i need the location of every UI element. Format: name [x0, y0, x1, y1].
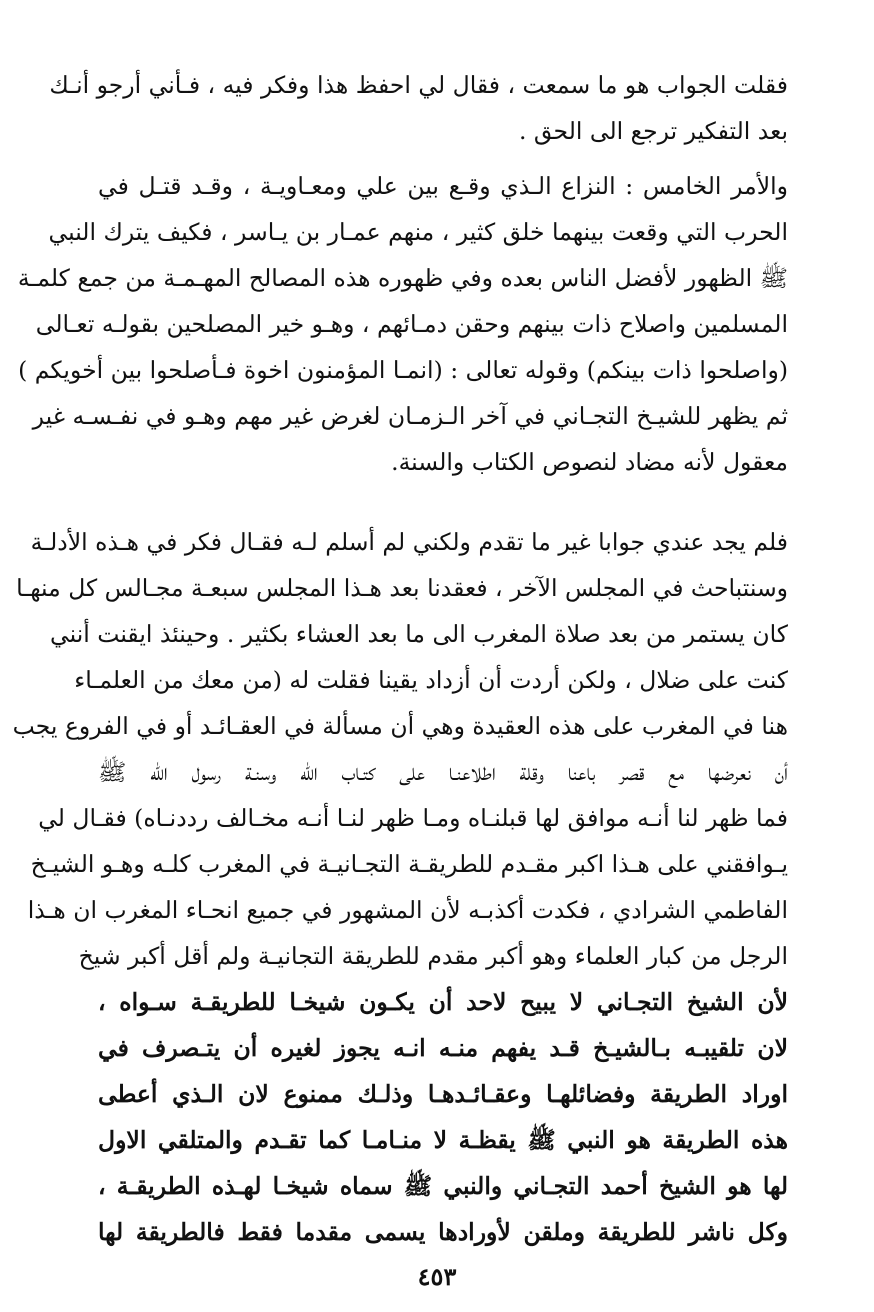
- text-line: كان يستمر من بعد صلاة المغرب الى ما بعد العشاء بكثير . وحينئذ ايقنت أنني: [50, 620, 788, 648]
- text-line: فما ظهر لنا أنـه موافق لها قبلنـاه ومـا ظهر لنـا أنـه مخـالف رددنـاه) فقـال لي: [38, 804, 788, 832]
- paragraph-2: [17, 163, 788, 485]
- text-line: الفاطمي الشرادي ، فكدت أكذبـه لأن المشهور في جميع انحـاء المغرب ان هـذا: [27, 896, 788, 924]
- text-line: ﷺ الظهور لأفضل الناس بعده وفي ظهوره هذه المصالح المهـمـة من جمع كلمـة: [17, 264, 788, 292]
- text-line-bold: لها هو الشيخ أحمد التجـاني والنبي ﷺ سماه شيخـا لهـذه الطريقـة ،: [98, 1172, 788, 1200]
- text-line: المسلمين واصلاح ذات بينهم وحقن دمـائهم ، وهـو خير المصلحين بقولـه تعـالى: [35, 310, 788, 338]
- text-line: بعد التفكير ترجع الى الحق .: [518, 117, 788, 145]
- text-line: فقلت الجواب هو ما سمعت ، فقال لي احفظ هذا وفكر فيه ، فـأني أرجو أنـك: [49, 71, 788, 99]
- text-line-bold: لأن الشيخ التجـاني لا يبيح لاحد أن يكـون شيخـا للطريقـة سـواه ،: [98, 988, 788, 1016]
- text-line: فلم يجد عندي جوابا غير ما تقدم ولكني لم أسلم لـه فقـال فكر في هـذه الأدلـة: [30, 528, 788, 556]
- text-line: يـوافقني على هـذا اكبر مقـدم للطريقـة التجـانيـة في المغرب كلـه وهـو الشيـخ: [30, 850, 788, 878]
- text-line-bold: وكل ناشر للطريقة وملقن لأورادها يسمى مقدما فقط فالطريقة لها: [98, 1218, 788, 1246]
- text-line: والأمر الخامس : النزاع الـذي وقـع بين علي ومعـاويـة ، وقـد قتـل في: [98, 172, 788, 200]
- paragraph-1: [49, 62, 788, 154]
- text-line: أن نعرضها مع قصر باعنا وقلة اطلاعنـا على كتـاب الله وسنـة رسول الله ﷺ: [98, 758, 788, 786]
- paragraph-3: [12, 519, 788, 1255]
- text-line-bold: لان تلقيبـه بـالشيـخ قـد يفهم منـه انـه يجوز لغيره أن يتـصرف في: [98, 1034, 788, 1062]
- text-line: هنا في المغرب على هذه العقيدة وهي أن مسألة في العقـائـد أو في الفروع يجب: [12, 712, 788, 740]
- text-line: الرجل من كبار العلماء وهو أكبر مقدم للطريقة التجانيـة ولم أقل أكبر شيخ: [78, 942, 788, 970]
- text-line: الحرب التي وقعت بينهما خلق كثير ، منهم عمـار بن يـاسر ، فكيف يترك النبي: [48, 218, 788, 246]
- text-line-bold: هذه الطريقة هو النبي ﷺ يقظـة لا منـامـا كما تقـدم والمتلقي الاول: [98, 1126, 788, 1154]
- text-line: (واصلحوا ذات بينكم) وقوله تعالى : (انمـا المؤمنون اخوة فـأصلحوا بين أخويكم ): [18, 356, 788, 384]
- text-line: كنت على ضلال ، ولكن أردت أن أزداد يقينا فقلت له (من معك من العلمـاء: [74, 666, 788, 694]
- text-line-bold: اوراد الطريقة وفضائلهـا وعقـائـدهـا وذلـك ممنوع لان الـذي أعطى: [98, 1080, 788, 1108]
- text-line: معقول لأنه مضاد لنصوص الكتاب والسنة.: [391, 448, 788, 476]
- page-number: ٤٥٣: [417, 1262, 457, 1291]
- text-line: وسنتباحث في المجلس الآخر ، فعقدنا بعد هـذا المجلس سبعـة مجـالس كل منهـا: [16, 574, 788, 602]
- text-line: ثم يظهر للشيـخ التجـاني في آخر الـزمـان لغرض غير مهم وهـو في نفـسـه غير: [32, 402, 788, 430]
